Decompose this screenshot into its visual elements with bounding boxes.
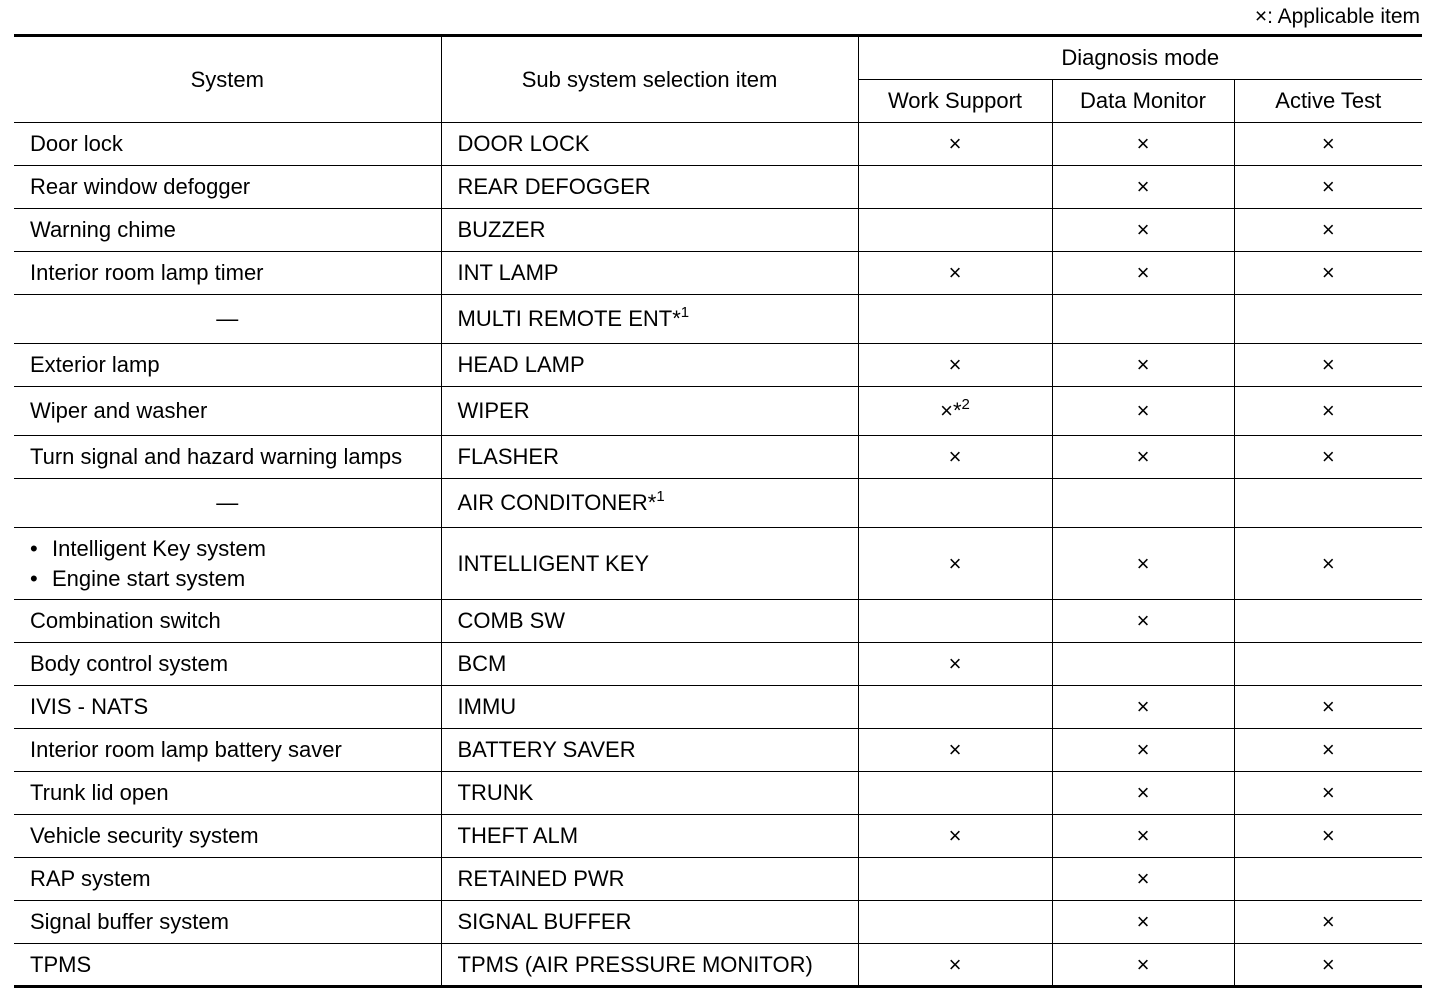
work-support-cell xyxy=(858,387,1052,436)
sub-system-label: INTELLIGENT KEY xyxy=(457,550,650,576)
active-test-cell: × xyxy=(1234,123,1422,166)
work-support-cell xyxy=(858,772,1052,815)
table-row xyxy=(14,600,1422,643)
data-monitor-cell: × xyxy=(1052,772,1234,815)
table-row xyxy=(14,436,1422,479)
applicable-item-legend: ×: Applicable item xyxy=(1254,5,1420,28)
sub-system-label: AIR CONDITONER* xyxy=(457,490,657,515)
sub-system-cell xyxy=(441,944,858,987)
system-bullet-item: • Intelligent Key system xyxy=(30,534,427,564)
table-row xyxy=(14,772,1422,815)
sub-system-cell xyxy=(441,123,858,166)
data-monitor-cell: × xyxy=(1052,387,1234,436)
work-support-cell xyxy=(858,686,1052,729)
sub-system-cell xyxy=(441,295,858,344)
work-support-cell xyxy=(858,729,1052,772)
header-active-test: Active Test xyxy=(1234,80,1422,123)
table-row xyxy=(14,295,1422,344)
table-row xyxy=(14,479,1422,528)
sub-system-cell xyxy=(441,772,858,815)
system-cell: Exterior lamp xyxy=(14,344,441,387)
sub-system-cell xyxy=(441,479,858,528)
sub-system-label: TPMS (AIR PRESSURE MONITOR) xyxy=(457,951,813,977)
sub-system-label: DOOR LOCK xyxy=(457,131,590,156)
table-row xyxy=(14,729,1422,772)
sub-system-label: IMMU xyxy=(457,694,517,719)
applicable-mark: × xyxy=(948,131,962,156)
diagnosis-table xyxy=(14,34,1422,988)
table-row xyxy=(14,944,1422,987)
data-monitor-cell xyxy=(1052,295,1234,344)
active-test-cell xyxy=(1234,295,1422,344)
table-body xyxy=(14,123,1422,987)
sub-system-cell xyxy=(441,858,858,901)
sub-system-label: RETAINED PWR xyxy=(457,866,625,891)
system-cell: Combination switch xyxy=(14,600,441,643)
footnote-ref: 1 xyxy=(656,488,665,505)
table-row xyxy=(14,209,1422,252)
system-cell: Vehicle security system xyxy=(14,815,441,858)
data-monitor-cell: × xyxy=(1052,123,1234,166)
table-row xyxy=(14,252,1422,295)
footnote-ref: 2 xyxy=(961,396,970,413)
system-cell: Warning chime xyxy=(14,209,441,252)
work-support-cell xyxy=(858,436,1052,479)
active-test-cell: × xyxy=(1234,901,1422,944)
data-monitor-cell: × xyxy=(1052,858,1234,901)
sub-system-label: FLASHER xyxy=(457,444,559,469)
table-row xyxy=(14,123,1422,166)
system-cell: TPMS xyxy=(14,944,441,987)
data-monitor-cell: × xyxy=(1052,209,1234,252)
system-cell: RAP system xyxy=(14,858,441,901)
table-row xyxy=(14,815,1422,858)
work-support-cell xyxy=(858,344,1052,387)
work-support-cell xyxy=(858,252,1052,295)
work-support-cell xyxy=(858,901,1052,944)
sub-system-cell xyxy=(441,387,858,436)
work-support-cell xyxy=(858,528,1052,600)
sub-system-cell xyxy=(441,528,858,600)
table-row xyxy=(14,686,1422,729)
system-cell: — xyxy=(14,479,441,528)
applicable-mark: × xyxy=(948,823,962,848)
applicable-mark: × xyxy=(948,260,962,285)
sub-system-label: COMB SW xyxy=(457,608,566,633)
sub-system-label: BUZZER xyxy=(457,217,546,242)
work-support-cell xyxy=(858,858,1052,901)
active-test-cell xyxy=(1234,479,1422,528)
table-row xyxy=(14,387,1422,436)
sub-system-label: BCM xyxy=(457,651,507,676)
data-monitor-cell: × xyxy=(1052,686,1234,729)
sub-system-cell xyxy=(441,209,858,252)
work-support-cell xyxy=(858,479,1052,528)
table-row xyxy=(14,643,1422,686)
active-test-cell: × xyxy=(1234,252,1422,295)
data-monitor-cell: × xyxy=(1052,815,1234,858)
active-test-cell: × xyxy=(1234,729,1422,772)
work-support-cell xyxy=(858,944,1052,987)
system-cell: Body control system xyxy=(14,643,441,686)
sub-system-cell xyxy=(441,344,858,387)
sub-system-label: THEFT ALM xyxy=(457,823,579,848)
data-monitor-cell: × xyxy=(1052,252,1234,295)
work-support-cell xyxy=(858,123,1052,166)
sub-system-label: SIGNAL BUFFER xyxy=(457,909,632,934)
sub-system-cell xyxy=(441,436,858,479)
sub-system-label: TRUNK xyxy=(457,780,534,805)
sub-system-label: WIPER xyxy=(457,398,530,423)
work-support-cell xyxy=(858,815,1052,858)
sub-system-cell xyxy=(441,686,858,729)
system-cell xyxy=(14,528,441,600)
sub-system-label: MULTI REMOTE ENT* xyxy=(457,306,681,331)
footnote-ref: 1 xyxy=(680,304,690,321)
data-monitor-cell: × xyxy=(1052,729,1234,772)
data-monitor-cell: × xyxy=(1052,944,1234,987)
sub-system-cell xyxy=(441,815,858,858)
applicable-mark: × xyxy=(948,651,962,676)
table-row xyxy=(14,166,1422,209)
system-bullet-list xyxy=(30,534,427,594)
active-test-cell: × xyxy=(1234,944,1422,987)
table-row xyxy=(14,528,1422,600)
sub-system-cell xyxy=(441,729,858,772)
system-bullet-item: • Engine start system xyxy=(30,564,427,594)
data-monitor-cell xyxy=(1052,479,1234,528)
applicable-mark: × xyxy=(948,737,962,762)
active-test-cell xyxy=(1234,600,1422,643)
header-sub-system: Sub system selection item xyxy=(441,36,858,123)
system-cell: Interior room lamp timer xyxy=(14,252,441,295)
header-data-monitor: Data Monitor xyxy=(1052,80,1234,123)
active-test-cell: × xyxy=(1234,772,1422,815)
work-support-cell xyxy=(858,643,1052,686)
sub-system-label: HEAD LAMP xyxy=(457,352,585,377)
work-support-cell xyxy=(858,209,1052,252)
system-cell: IVIS - NATS xyxy=(14,686,441,729)
active-test-cell: × xyxy=(1234,209,1422,252)
system-cell: — xyxy=(14,295,441,344)
header-system: System xyxy=(14,36,441,123)
system-cell: Rear window defogger xyxy=(14,166,441,209)
data-monitor-cell: × xyxy=(1052,901,1234,944)
work-support-cell xyxy=(858,295,1052,344)
applicable-mark: × xyxy=(948,444,962,469)
header-work-support: Work Support xyxy=(858,80,1052,123)
data-monitor-cell: × xyxy=(1052,600,1234,643)
active-test-cell: × xyxy=(1234,344,1422,387)
table-row xyxy=(14,901,1422,944)
system-cell: Door lock xyxy=(14,123,441,166)
active-test-cell: × xyxy=(1234,166,1422,209)
active-test-cell xyxy=(1234,858,1422,901)
sub-system-cell xyxy=(441,600,858,643)
data-monitor-cell: × xyxy=(1052,344,1234,387)
active-test-cell xyxy=(1234,643,1422,686)
applicable-mark: × xyxy=(948,550,962,576)
applicable-mark: × xyxy=(948,352,962,377)
table-row xyxy=(14,344,1422,387)
active-test-cell: × xyxy=(1234,436,1422,479)
applicable-mark: ×* xyxy=(940,398,962,423)
system-cell: Wiper and washer xyxy=(14,387,441,436)
sub-system-cell xyxy=(441,252,858,295)
sub-system-label: BATTERY SAVER xyxy=(457,737,636,762)
work-support-cell xyxy=(858,166,1052,209)
sub-system-label: REAR DEFOGGER xyxy=(457,174,651,199)
active-test-cell: × xyxy=(1234,387,1422,436)
system-cell: Trunk lid open xyxy=(14,772,441,815)
table-row xyxy=(14,858,1422,901)
header-diagnosis-mode: Diagnosis mode xyxy=(858,36,1422,80)
sub-system-label: INT LAMP xyxy=(457,260,559,285)
data-monitor-cell xyxy=(1052,643,1234,686)
active-test-cell: × xyxy=(1234,815,1422,858)
applicable-mark: × xyxy=(948,951,962,977)
system-cell: Interior room lamp battery saver xyxy=(14,729,441,772)
system-cell: Signal buffer system xyxy=(14,901,441,944)
sub-system-cell xyxy=(441,643,858,686)
system-cell: Turn signal and hazard warning lamps xyxy=(14,436,441,479)
sub-system-cell xyxy=(441,901,858,944)
data-monitor-cell: × xyxy=(1052,528,1234,600)
sub-system-cell xyxy=(441,166,858,209)
active-test-cell: × xyxy=(1234,528,1422,600)
work-support-cell xyxy=(858,600,1052,643)
data-monitor-cell: × xyxy=(1052,166,1234,209)
active-test-cell: × xyxy=(1234,686,1422,729)
data-monitor-cell: × xyxy=(1052,436,1234,479)
